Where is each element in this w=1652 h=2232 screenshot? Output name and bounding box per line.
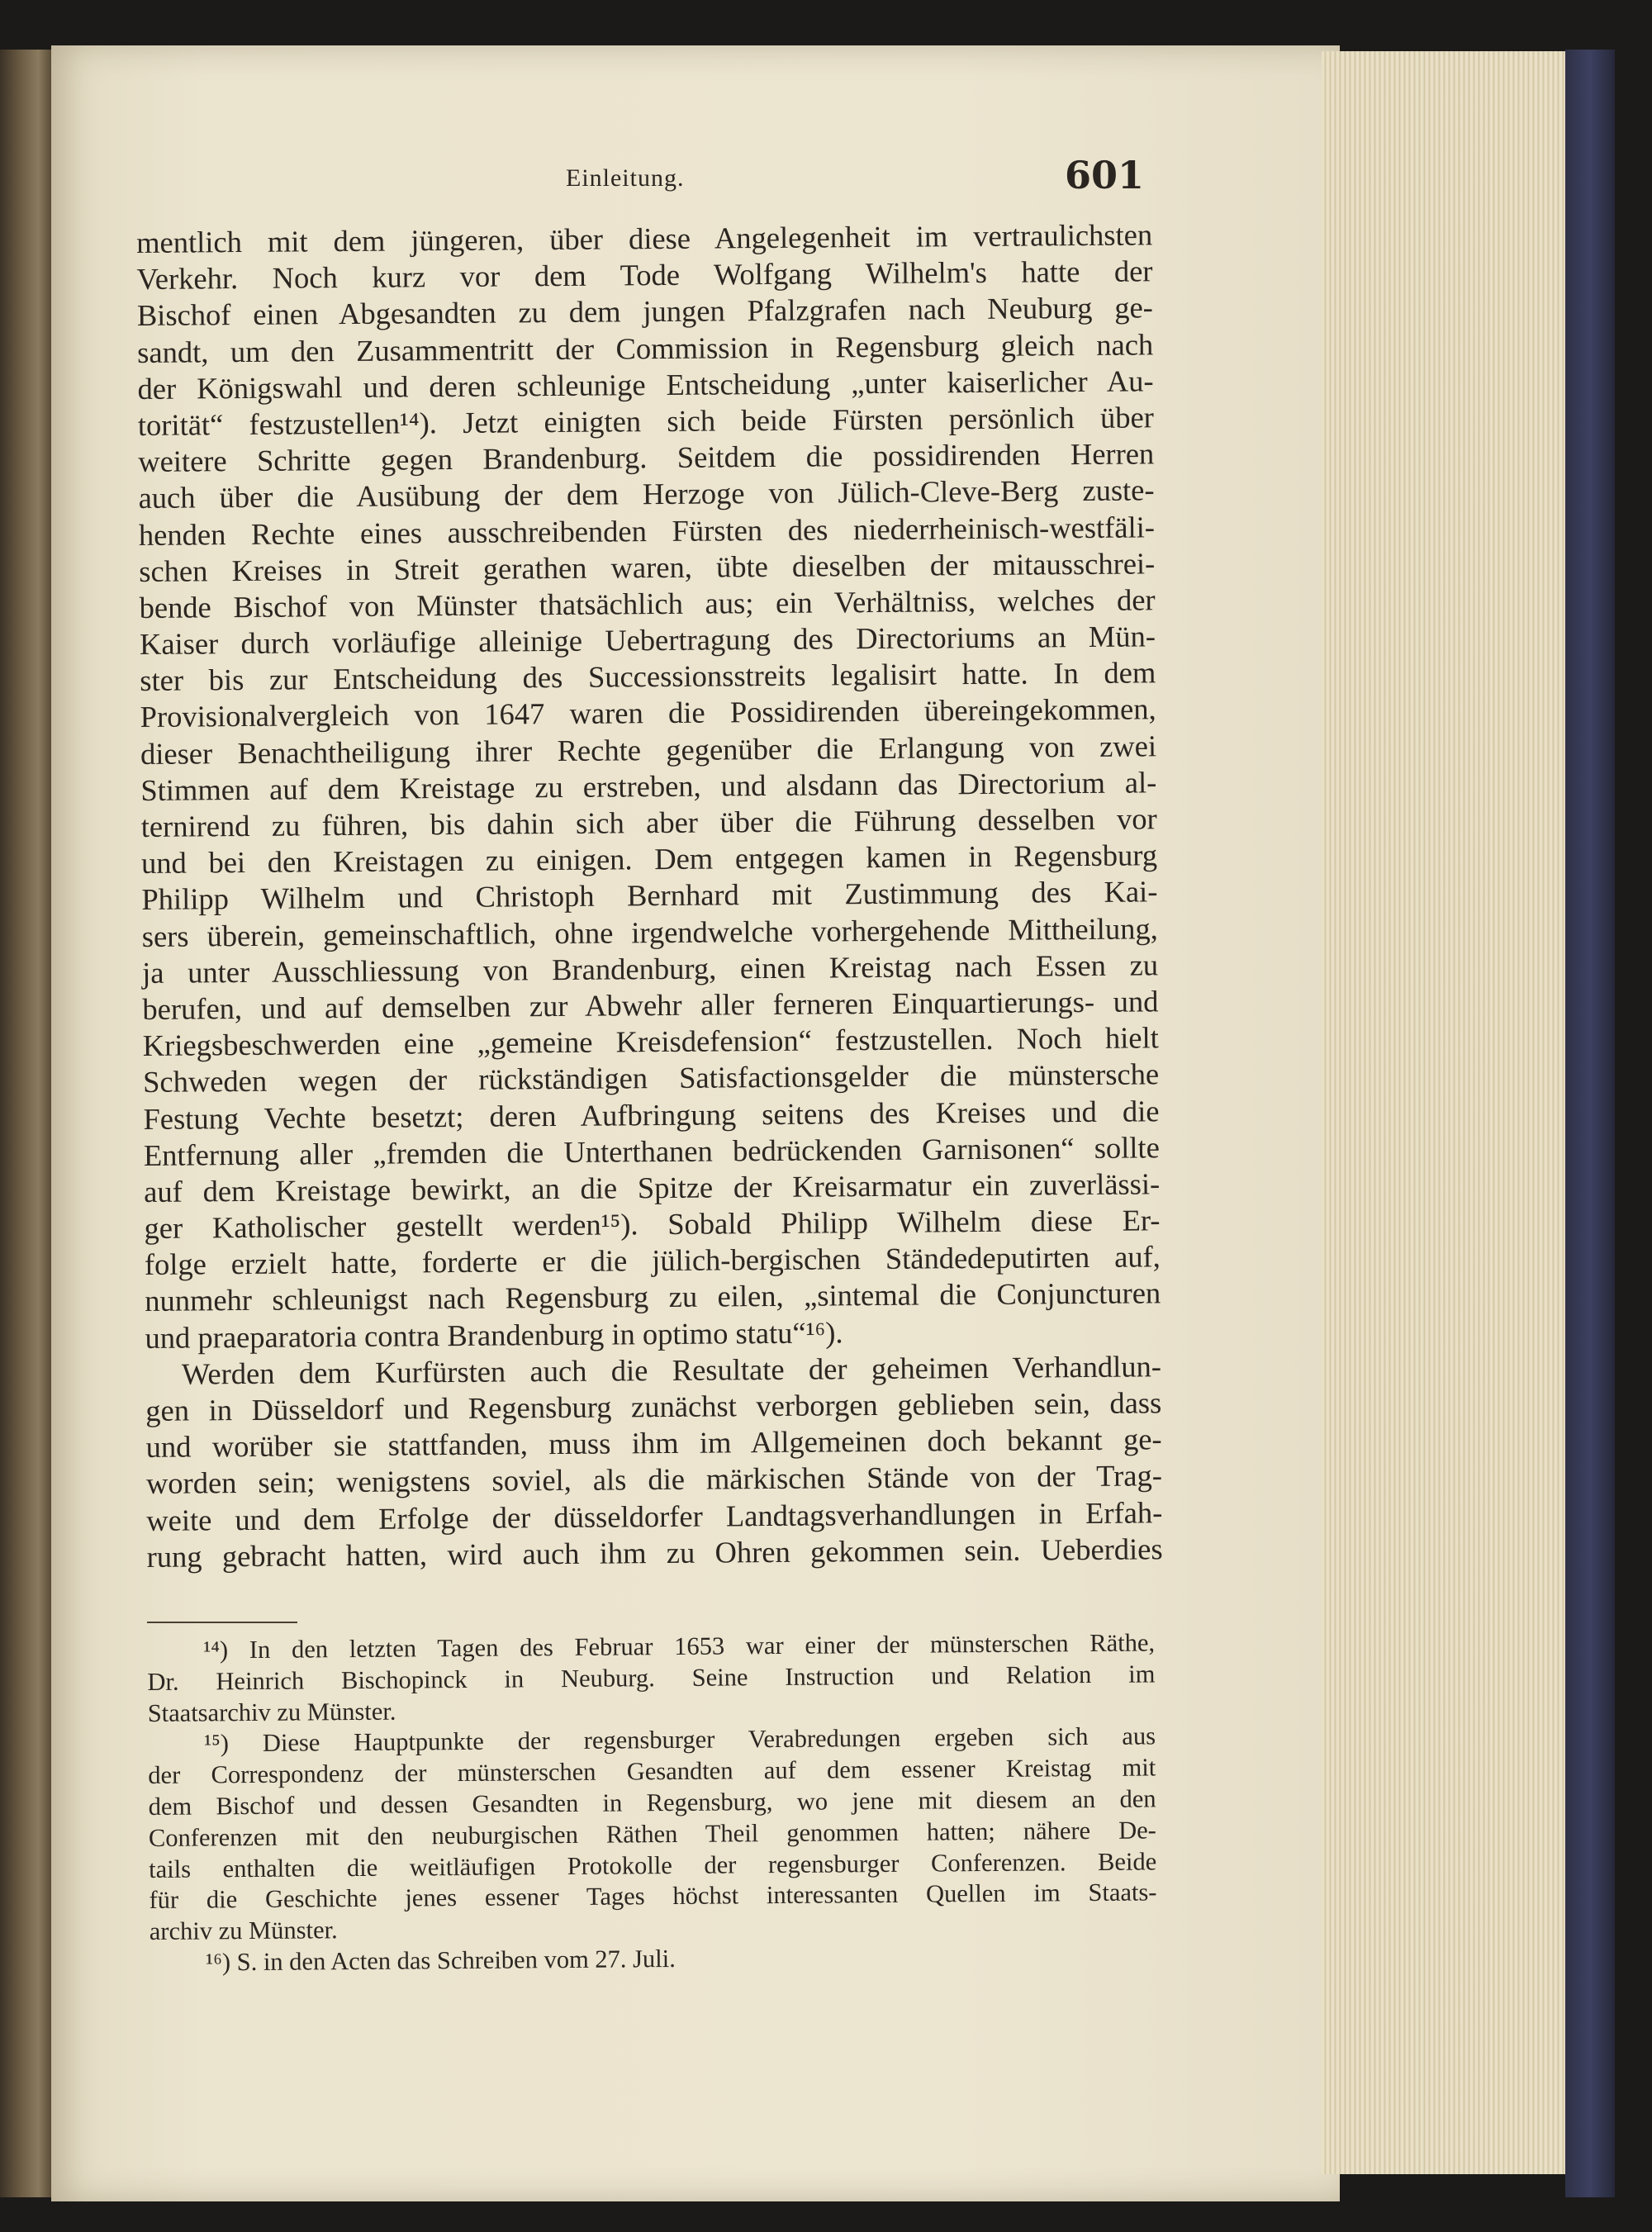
- text-line: Festung Vechte besetzt; deren Aufbringung seitens des Kreises und die: [143, 1093, 1160, 1136]
- footnote-line: für die Geschichte jenes essener Tages höchst interessanten Quellen im Staats-: [149, 1878, 1157, 1915]
- text-line: folge erzielt hatte, forderte er die jülich-bergischen Ständedeputirten auf,: [144, 1239, 1161, 1282]
- running-header: [136, 153, 1152, 202]
- text-line: sandt, um den Zusammentritt der Commission in Regensburg gleich nach: [137, 326, 1154, 369]
- running-title: Einleitung.: [566, 164, 685, 192]
- main-text: [136, 216, 1163, 1575]
- footnote-line: der Correspondenz der münsterschen Gesandten auf dem essener Kreistag mit: [148, 1753, 1156, 1790]
- page-block-edges: [1322, 51, 1569, 2174]
- text-line: und worüber sie stattfanden, muss ihm im Allgemeinen doch bekannt ge-: [145, 1422, 1162, 1465]
- footnote-line: tails enthalten die weitläufigen Protokolle der regensburger Conferenzen. Beide: [149, 1846, 1157, 1883]
- text-line: schen Kreises in Streit gerathen waren, übte dieselben der mitausschrei-: [139, 546, 1156, 588]
- text-line: Bischof einen Abgesandten zu dem jungen Pfalzgrafen nach Neuburg ge-: [136, 290, 1153, 333]
- text-line: nunmehr schleunigst nach Regensburg zu eilen, „sintemal die Conjuncturen: [145, 1275, 1161, 1318]
- text-line: Entfernung aller „fremden die Unterthanen bedrückenden Garnisonen“ sollte: [143, 1129, 1160, 1172]
- text-line: dieser Benachtheiligung ihrer Rechte gegenüber die Erlangung von zwei: [140, 728, 1157, 771]
- footnote-line: ¹⁵) Diese Hauptpunkte der regensburger Verabredungen ergeben sich aus: [203, 1721, 1156, 1758]
- text-line: ternirend zu führen, bis dahin sich aber über die Führung desselben vor: [140, 801, 1157, 843]
- footnote-line: Dr. Heinrich Bischopinck in Neuburg. Seine Instruction und Relation im: [147, 1660, 1156, 1696]
- text-line: auf dem Kreistage bewirkt, an die Spitze der Kreisarmatur ein zuverlässi-: [144, 1166, 1161, 1209]
- text-line: mentlich mit dem jüngeren, über diese Angelegenheit im vertraulichsten: [136, 217, 1153, 259]
- footnote-line: archiv zu Münster.: [149, 1916, 338, 1946]
- text-line: bende Bischof von Münster thatsächlich aus; ein Verhältniss, welches der: [139, 582, 1156, 624]
- footnote-line: Conferenzen mit den neuburgischen Räthen Theil genommen hatten; nähere De-: [148, 1816, 1157, 1852]
- text-line: berufen, und auf demselben zur Abwehr aller ferneren Einquartierungs- und: [142, 984, 1159, 1026]
- text-line: Kaiser durch vorläufige alleinige Uebertragung des Directoriums an Mün-: [139, 619, 1156, 662]
- text-line: ster bis zur Entscheidung des Successionsstreits legalisirt hatte. In dem: [140, 655, 1156, 698]
- text-line: Provisionalvergleich von 1647 waren die Possidirenden übereingekommen,: [140, 691, 1156, 734]
- text-line: henden Rechte eines ausschreibenden Fürsten des niederrheinisch-westfäli-: [138, 509, 1156, 552]
- footnote-line: dem Bischof und dessen Gesandten in Regensburg, wo jene mit diesem an den: [148, 1784, 1156, 1821]
- text-line: und bei den Kreistagen zu einigen. Dem entgegen kamen in Regensburg: [140, 838, 1158, 881]
- text-line: torität“ festzustellen¹⁴). Jetzt einigten sich beide Fürsten persönlich über: [137, 400, 1155, 442]
- text-line: sers überein, gemeinschaftlich, ohne irgendwelche vorhergehende Mittheilung,: [141, 910, 1158, 953]
- text-line: Philipp Wilhelm und Christoph Bernhard mit Zustimmung des Kai-: [141, 874, 1158, 917]
- text-line: rung gebracht hatten, wird auch ihm zu Ohren gekommen sein. Ueberdies: [146, 1532, 1163, 1574]
- previous-page-edge: [0, 50, 51, 2197]
- footnotes: [147, 1627, 1157, 1978]
- text-line: auch über die Ausübung der dem Herzoge von Jülich-Cleve-Berg zuste-: [138, 473, 1155, 515]
- text-line: Werden dem Kurfürsten auch die Resultate der geheimen Verhandlun-: [181, 1349, 1162, 1391]
- text-line: Kriegsbeschwerden eine „gemeine Kreisdefension“ festzustellen. Noch hielt: [142, 1020, 1159, 1063]
- footnote-divider: [147, 1622, 297, 1623]
- text-line: der Königswahl und deren schleunige Entscheidung „unter kaiserlicher Au-: [137, 363, 1154, 406]
- text-line: Verkehr. Noch kurz vor dem Tode Wolfgang Wilhelm's hatte der: [136, 254, 1153, 297]
- footnote-line: Staatsarchiv zu Münster.: [147, 1697, 396, 1727]
- text-line: gen in Düsseldorf und Regensburg zunächst verborgen geblieben sein, dass: [145, 1385, 1162, 1427]
- footnote-line: ¹⁶) S. in den Acten das Schreiben vom 27. Juli.: [205, 1944, 676, 1977]
- text-line: Stimmen auf dem Kreistage zu erstreben, und alsdann das Directorium al-: [140, 765, 1157, 807]
- text-line: ger Katholischer gestellt werden¹⁵). Sobald Philipp Wilhelm diese Er-: [144, 1203, 1161, 1246]
- footnote-line: ¹⁴) In den letzten Tagen des Februar 1653 war einer der münsterschen Räthe,: [203, 1628, 1156, 1665]
- text-line: weite und dem Erfolge der düsseldorfer Landtagsverhandlungen in Erfah-: [146, 1494, 1163, 1537]
- book-cover-edge: [1565, 50, 1615, 2197]
- text-line: ja unter Ausschliessung von Brandenburg, einen Kreistag nach Essen zu: [141, 947, 1159, 990]
- text-line: weitere Schritte gegen Brandenburg. Seitdem die possidirenden Herren: [138, 436, 1155, 479]
- text-line: worden sein; wenigstens soviel, als die märkischen Stände von der Trag-: [145, 1458, 1163, 1501]
- text-line: Schweden wegen der rückständigen Satisfactionsgelder die münstersche: [142, 1057, 1160, 1099]
- page-number: 601: [1064, 153, 1144, 197]
- text-line: und praeparatoria contra Brandenburg in optimo statu“¹⁶).: [145, 1314, 843, 1355]
